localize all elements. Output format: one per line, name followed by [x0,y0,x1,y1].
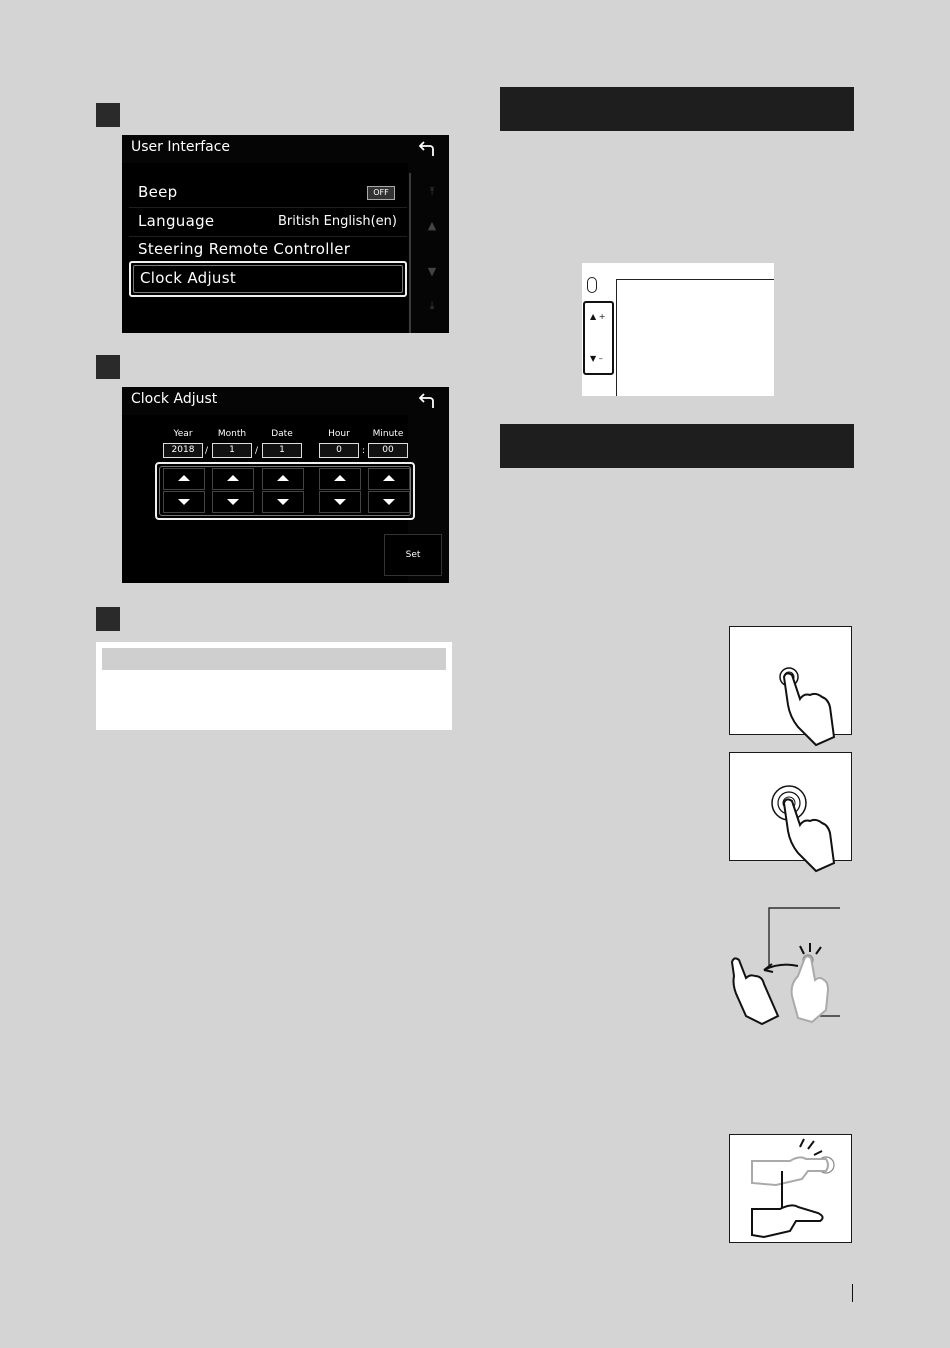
device-panel-figure [582,263,774,396]
tap-gesture-icon [730,627,851,747]
year-down-button[interactable] [163,491,205,513]
note-box [96,642,452,730]
long-press-gesture-figure [729,752,852,861]
list-item-steering-remote[interactable] [129,236,407,263]
scroll-controls[interactable] [415,175,449,325]
up-arrow-icon [277,475,289,481]
time-separator: : [362,446,366,456]
up-arrow-icon [178,475,190,481]
page-edge-mark [852,1284,853,1302]
down-arrow-icon [383,499,395,505]
down-arrow-icon [227,499,239,505]
beep-toggle[interactable]: OFF [367,186,395,200]
flick-gesture-figure [720,906,842,1026]
date-field: 1 [262,443,302,458]
volume-down-button: ▼ – [590,354,603,363]
scroll-bottom-icon[interactable]: ⤓ [429,299,435,312]
user-interface-screen [122,135,449,333]
clock-adjust-screen [122,387,449,583]
screen-title: User Interface [131,139,231,155]
minute-field: 00 [368,443,408,458]
down-arrow-icon [178,499,190,505]
year-label: Year [173,429,193,439]
hour-up-button[interactable] [319,468,361,490]
back-icon[interactable] [417,141,435,157]
list-item-clock-adjust[interactable] [129,261,407,297]
minute-up-button[interactable] [368,468,410,490]
list-item-beep[interactable] [129,178,407,208]
list-item-label: Clock Adjust [140,269,237,287]
power-button-icon [587,277,597,293]
scroll-top-icon[interactable]: ⤒ [429,185,435,198]
list-item-label: Steering Remote Controller [138,240,351,258]
section-header-bar [500,424,854,468]
step-marker-3 [96,607,120,631]
date-up-button[interactable] [262,468,304,490]
set-button[interactable]: Set [384,534,442,576]
volume-up-button: ▲ + [590,312,606,321]
volume-buttons-highlight [583,301,614,375]
up-arrow-icon [227,475,239,481]
month-down-button[interactable] [212,491,254,513]
minute-down-button[interactable] [368,491,410,513]
language-value: British English(en) [277,214,397,229]
long-press-gesture-icon [730,753,851,873]
month-field: 1 [212,443,252,458]
minute-label: Minute [372,429,404,439]
hour-field: 0 [319,443,359,458]
step-marker-2 [96,355,120,379]
drag-gesture-icon [730,1135,851,1242]
scroll-up-icon[interactable]: ▲ [427,219,437,232]
date-label: Date [271,429,293,439]
hour-down-button[interactable] [319,491,361,513]
month-up-button[interactable] [212,468,254,490]
list-item-label: Language [138,212,215,230]
date-separator: / [205,446,209,456]
note-header [102,648,446,670]
month-label: Month [217,429,247,439]
touch-gesture-figure [729,626,852,735]
scrollbar[interactable] [409,173,411,333]
device-screen-outline [616,279,774,396]
date-down-button[interactable] [262,491,304,513]
date-separator: / [255,446,259,456]
year-up-button[interactable] [163,468,205,490]
section-header-bar [500,87,854,131]
up-arrow-icon [383,475,395,481]
list-item-label: Beep [138,183,178,201]
year-field: 2018 [163,443,203,458]
step-marker-1 [96,103,120,127]
screen-title: Clock Adjust [131,391,218,407]
down-arrow-icon [277,499,289,505]
down-arrow-icon [334,499,346,505]
back-icon[interactable] [417,393,435,409]
flick-gesture-icon [720,906,842,1026]
hour-label: Hour [328,429,350,439]
scroll-down-icon[interactable]: ▼ [427,265,437,278]
up-arrow-icon [334,475,346,481]
drag-gesture-figure [729,1134,852,1243]
list-item-language[interactable] [129,207,407,237]
